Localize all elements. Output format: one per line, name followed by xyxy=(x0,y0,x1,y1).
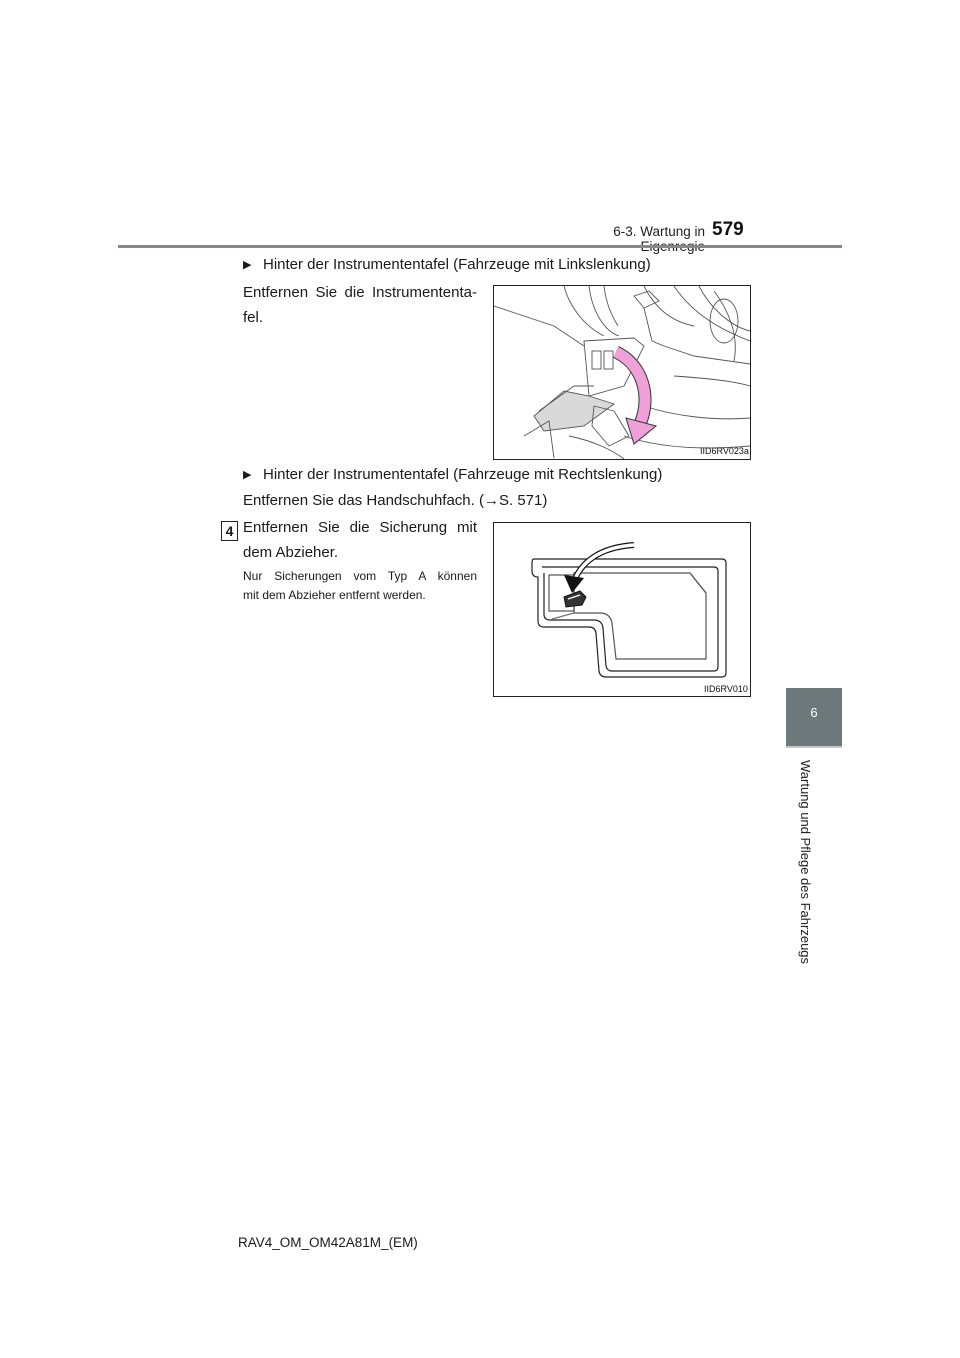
note-fuse-type xyxy=(243,567,477,605)
figure-instrument-panel xyxy=(493,285,751,460)
bullet-heading-left-hand-drive xyxy=(243,256,651,273)
document-code: RAV4_OM_OM42A81M_(EM) xyxy=(238,1235,418,1250)
section-title: 6-3. Wartung in xyxy=(613,224,705,239)
instruction-line: Entfernen Sie die Sicherung mit xyxy=(243,519,477,536)
instruction-line: dem Abzieher. xyxy=(243,544,339,561)
instruction-remove-panel xyxy=(243,280,477,330)
triangle-right-icon: ▶ xyxy=(243,469,252,481)
figure-code: IID6RV010 xyxy=(704,684,748,694)
step-number-badge: 4 xyxy=(221,521,238,541)
page-number: 579 xyxy=(712,219,744,240)
chapter-number: 6 xyxy=(810,705,818,720)
fuse-box-cover-illustration xyxy=(494,523,750,696)
instruction-line: fel. xyxy=(243,309,264,326)
note-line: Nur Sicherungen vom Typ A können xyxy=(243,569,477,583)
bullet-heading-text: Hinter der Instrumententafel (Fahrzeuge mit Linkslenkung) xyxy=(263,256,651,273)
bullet-heading-right-hand-drive xyxy=(243,466,662,483)
header-rule xyxy=(118,245,842,248)
chapter-tab-divider xyxy=(786,746,842,748)
chapter-title: Wartung und Pflege des Fahrzeugs xyxy=(798,760,813,965)
instruction-remove-glovebox: Entfernen Sie das Handschuhfach. (→S. 571) xyxy=(243,492,548,509)
instruction-line: Entfernen Sie die Instrumententa- xyxy=(243,284,477,301)
figure-fuse-puller xyxy=(493,522,751,697)
figure-code: IID6RV023a xyxy=(700,446,749,456)
bullet-heading-text: Hinter der Instrumententafel (Fahrzeuge mit Rechtslenkung) xyxy=(263,466,663,483)
triangle-right-icon: ▶ xyxy=(243,259,252,271)
fuse-puller-icon xyxy=(564,591,586,607)
instrument-panel-illustration xyxy=(494,286,750,459)
instruction-remove-fuse xyxy=(243,515,477,565)
note-line: mit dem Abzieher entfernt werden. xyxy=(243,588,426,602)
